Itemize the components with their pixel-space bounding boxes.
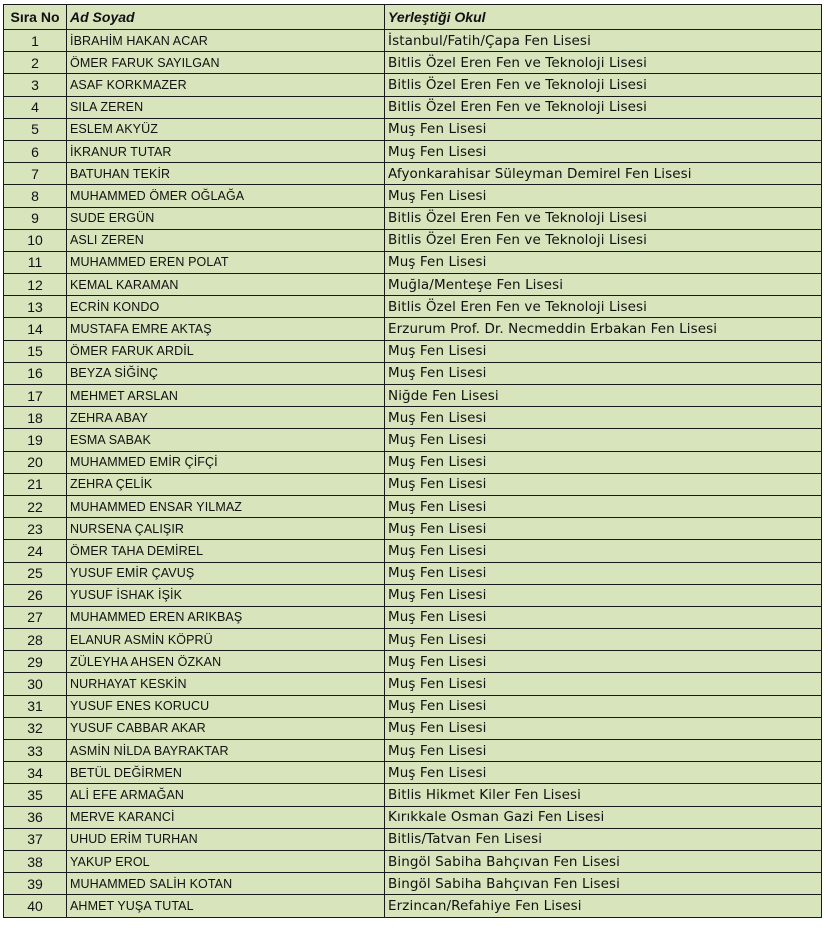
placed-school: Muş Fen Lisesi <box>385 606 822 628</box>
row-number: 3 <box>4 74 67 96</box>
student-name: BETÜL DEĞİRMEN <box>67 762 385 784</box>
row-number: 34 <box>4 762 67 784</box>
row-number: 38 <box>4 850 67 872</box>
student-name: YUSUF CABBAR AKAR <box>67 717 385 739</box>
table-row <box>4 629 822 651</box>
placed-school: Muş Fen Lisesi <box>385 695 822 717</box>
table-row <box>4 762 822 784</box>
student-name: NURSENA ÇALIŞIR <box>67 518 385 540</box>
placed-school: Muş Fen Lisesi <box>385 473 822 495</box>
student-name: ASAF KORKMAZER <box>67 74 385 96</box>
placed-school: Bitlis Özel Eren Fen ve Teknoloji Lisesi <box>385 207 822 229</box>
placed-school: Bitlis Özel Eren Fen ve Teknoloji Lisesi <box>385 96 822 118</box>
table-row <box>4 873 822 895</box>
header-ad-soyad: Ad Soyad <box>67 5 385 30</box>
student-name: ELANUR ASMİN KÖPRÜ <box>67 629 385 651</box>
table-row <box>4 229 822 251</box>
student-name: ESLEM AKYÜZ <box>67 118 385 140</box>
header-sira-no: Sıra No <box>4 5 67 30</box>
student-name: MUHAMMED ENSAR YILMAZ <box>67 495 385 517</box>
placed-school: Niğde Fen Lisesi <box>385 385 822 407</box>
student-name: ECRİN KONDO <box>67 296 385 318</box>
table-row <box>4 895 822 917</box>
row-number: 15 <box>4 340 67 362</box>
row-number: 33 <box>4 740 67 762</box>
student-name: AHMET YUŞA TUTAL <box>67 895 385 917</box>
placed-school: Muş Fen Lisesi <box>385 629 822 651</box>
table-row <box>4 518 822 540</box>
table-row <box>4 429 822 451</box>
table-row <box>4 185 822 207</box>
table-row <box>4 540 822 562</box>
row-number: 4 <box>4 96 67 118</box>
table-row <box>4 362 822 384</box>
table-row <box>4 407 822 429</box>
student-name: BEYZA SİĞİNÇ <box>67 362 385 384</box>
row-number: 29 <box>4 651 67 673</box>
student-name: ZEHRA ÇELİK <box>67 473 385 495</box>
row-number: 7 <box>4 163 67 185</box>
row-number: 39 <box>4 873 67 895</box>
row-number: 24 <box>4 540 67 562</box>
placed-school: Muş Fen Lisesi <box>385 362 822 384</box>
student-name: ALİ EFE ARMAĞAN <box>67 784 385 806</box>
table-row <box>4 30 822 52</box>
placed-school: Bitlis Özel Eren Fen ve Teknoloji Lisesi <box>385 229 822 251</box>
table-row <box>4 140 822 162</box>
placed-school: Muş Fen Lisesi <box>385 740 822 762</box>
row-number: 25 <box>4 562 67 584</box>
row-number: 11 <box>4 251 67 273</box>
table-row <box>4 74 822 96</box>
student-name: MUHAMMED EMİR ÇİFÇİ <box>67 451 385 473</box>
placed-school: Bitlis Özel Eren Fen ve Teknoloji Lisesi <box>385 296 822 318</box>
placed-school: Muş Fen Lisesi <box>385 185 822 207</box>
table-row <box>4 562 822 584</box>
placed-school: Muğla/Menteşe Fen Lisesi <box>385 274 822 296</box>
table-header <box>4 5 822 30</box>
row-number: 32 <box>4 717 67 739</box>
placed-school: Muş Fen Lisesi <box>385 140 822 162</box>
placed-school: Muş Fen Lisesi <box>385 495 822 517</box>
student-name: MEHMET ARSLAN <box>67 385 385 407</box>
row-number: 21 <box>4 473 67 495</box>
table-row <box>4 118 822 140</box>
placed-school: Muş Fen Lisesi <box>385 762 822 784</box>
student-name: İKRANUR TUTAR <box>67 140 385 162</box>
placed-school: Bitlis Özel Eren Fen ve Teknoloji Lisesi <box>385 74 822 96</box>
student-name: UHUD ERİM TURHAN <box>67 828 385 850</box>
row-number: 10 <box>4 229 67 251</box>
row-number: 20 <box>4 451 67 473</box>
table-row <box>4 651 822 673</box>
placement-results-table <box>3 4 822 918</box>
placed-school: Bingöl Sabiha Bahçıvan Fen Lisesi <box>385 873 822 895</box>
row-number: 22 <box>4 495 67 517</box>
placed-school: Muş Fen Lisesi <box>385 562 822 584</box>
table-row <box>4 673 822 695</box>
student-name: YAKUP EROL <box>67 850 385 872</box>
placed-school: Muş Fen Lisesi <box>385 540 822 562</box>
student-name: ÖMER FARUK SAYILGAN <box>67 52 385 74</box>
student-name: ZEHRA ABAY <box>67 407 385 429</box>
placed-school: Muş Fen Lisesi <box>385 717 822 739</box>
row-number: 26 <box>4 584 67 606</box>
placed-school: Erzurum Prof. Dr. Necmeddin Erbakan Fen Lisesi <box>385 318 822 340</box>
table-row <box>4 717 822 739</box>
row-number: 12 <box>4 274 67 296</box>
row-number: 40 <box>4 895 67 917</box>
row-number: 17 <box>4 385 67 407</box>
table-row <box>4 606 822 628</box>
table-row <box>4 96 822 118</box>
table-row <box>4 495 822 517</box>
table-row <box>4 451 822 473</box>
row-number: 16 <box>4 362 67 384</box>
table-row <box>4 740 822 762</box>
table-row <box>4 695 822 717</box>
placed-school: Muş Fen Lisesi <box>385 584 822 606</box>
table-row <box>4 251 822 273</box>
student-name: ÖMER TAHA DEMİREL <box>67 540 385 562</box>
placed-school: Bitlis/Tatvan Fen Lisesi <box>385 828 822 850</box>
row-number: 9 <box>4 207 67 229</box>
header-yerlestigi-okul: Yerleştiği Okul <box>385 5 822 30</box>
placed-school: Bingöl Sabiha Bahçıvan Fen Lisesi <box>385 850 822 872</box>
student-name: MERVE KARANCİ <box>67 806 385 828</box>
student-name: SUDE ERGÜN <box>67 207 385 229</box>
row-number: 31 <box>4 695 67 717</box>
placed-school: Muş Fen Lisesi <box>385 518 822 540</box>
student-name: KEMAL KARAMAN <box>67 274 385 296</box>
header-row <box>4 5 822 30</box>
placed-school: Erzincan/Refahiye Fen Lisesi <box>385 895 822 917</box>
table-row <box>4 584 822 606</box>
row-number: 2 <box>4 52 67 74</box>
table-body <box>4 30 822 918</box>
table-row <box>4 850 822 872</box>
placed-school: Muş Fen Lisesi <box>385 340 822 362</box>
table-row <box>4 318 822 340</box>
row-number: 8 <box>4 185 67 207</box>
placed-school: Muş Fen Lisesi <box>385 118 822 140</box>
placement-results-sheet <box>3 4 821 918</box>
row-number: 13 <box>4 296 67 318</box>
placed-school: Muş Fen Lisesi <box>385 673 822 695</box>
placed-school: Bitlis Hikmet Kiler Fen Lisesi <box>385 784 822 806</box>
row-number: 37 <box>4 828 67 850</box>
table-row <box>4 806 822 828</box>
placed-school: Muş Fen Lisesi <box>385 651 822 673</box>
student-name: YUSUF ENES KORUCU <box>67 695 385 717</box>
placed-school: Muş Fen Lisesi <box>385 251 822 273</box>
placed-school: Bitlis Özel Eren Fen ve Teknoloji Lisesi <box>385 52 822 74</box>
student-name: ASLI ZEREN <box>67 229 385 251</box>
row-number: 6 <box>4 140 67 162</box>
row-number: 35 <box>4 784 67 806</box>
table-row <box>4 296 822 318</box>
table-row <box>4 274 822 296</box>
row-number: 18 <box>4 407 67 429</box>
student-name: MUHAMMED EREN POLAT <box>67 251 385 273</box>
row-number: 5 <box>4 118 67 140</box>
student-name: NURHAYAT KESKİN <box>67 673 385 695</box>
student-name: BATUHAN TEKİR <box>67 163 385 185</box>
placed-school: Muş Fen Lisesi <box>385 451 822 473</box>
student-name: MUSTAFA EMRE AKTAŞ <box>67 318 385 340</box>
row-number: 28 <box>4 629 67 651</box>
table-row <box>4 828 822 850</box>
student-name: YUSUF EMİR ÇAVUŞ <box>67 562 385 584</box>
student-name: ESMA SABAK <box>67 429 385 451</box>
table-row <box>4 473 822 495</box>
table-row <box>4 340 822 362</box>
placed-school: Muş Fen Lisesi <box>385 407 822 429</box>
student-name: MUHAMMED ÖMER OĞLAĞA <box>67 185 385 207</box>
placed-school: Kırıkkale Osman Gazi Fen Lisesi <box>385 806 822 828</box>
row-number: 19 <box>4 429 67 451</box>
placed-school: Afyonkarahisar Süleyman Demirel Fen Lisesi <box>385 163 822 185</box>
table-row <box>4 207 822 229</box>
student-name: ZÜLEYHA AHSEN ÖZKAN <box>67 651 385 673</box>
row-number: 30 <box>4 673 67 695</box>
row-number: 27 <box>4 606 67 628</box>
row-number: 14 <box>4 318 67 340</box>
student-name: SILA ZEREN <box>67 96 385 118</box>
placed-school: İstanbul/Fatih/Çapa Fen Lisesi <box>385 30 822 52</box>
table-row <box>4 385 822 407</box>
student-name: MUHAMMED SALİH KOTAN <box>67 873 385 895</box>
student-name: İBRAHİM HAKAN ACAR <box>67 30 385 52</box>
student-name: ASMİN NİLDA BAYRAKTAR <box>67 740 385 762</box>
student-name: ÖMER FARUK ARDİL <box>67 340 385 362</box>
table-row <box>4 52 822 74</box>
student-name: MUHAMMED EREN ARIKBAŞ <box>67 606 385 628</box>
table-row <box>4 163 822 185</box>
placed-school: Muş Fen Lisesi <box>385 429 822 451</box>
table-row <box>4 784 822 806</box>
row-number: 1 <box>4 30 67 52</box>
student-name: YUSUF İSHAK İŞİK <box>67 584 385 606</box>
row-number: 36 <box>4 806 67 828</box>
row-number: 23 <box>4 518 67 540</box>
